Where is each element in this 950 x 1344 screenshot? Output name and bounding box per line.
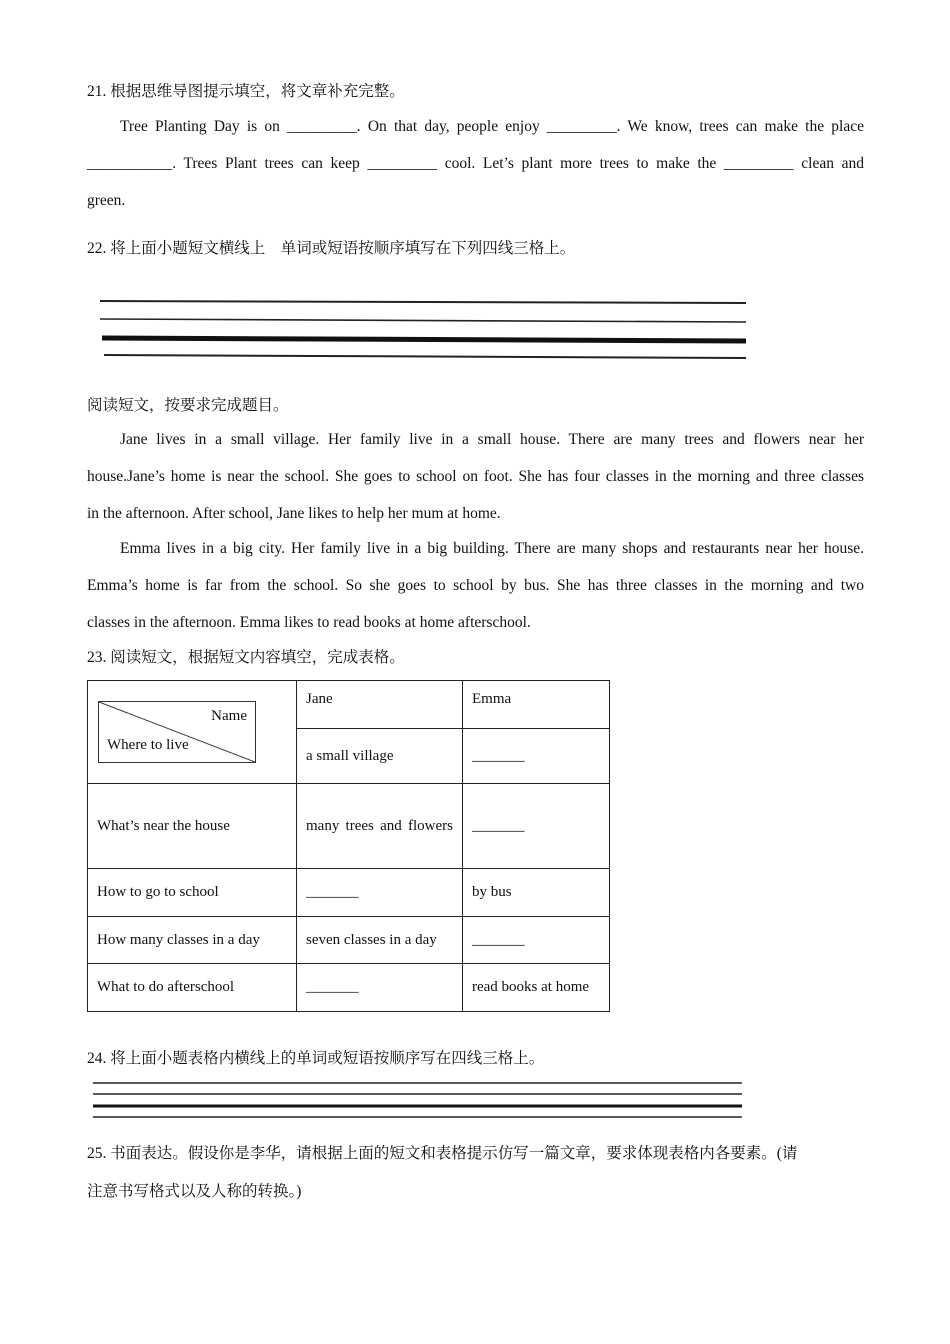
cell-jane-near-house: many trees and flowers [297, 784, 463, 869]
cell-emma-go-to-school: by bus [463, 869, 610, 917]
q25-line-2: 注意书写格式以及人称的转换。) [87, 1183, 302, 1200]
comparison-table [87, 680, 610, 1012]
row-label-afterschool: What to do afterschool [88, 964, 297, 1012]
q21-line-1: Tree Planting Day is on _________. On that day, people enjoy _________. We know, trees can make the place [120, 118, 864, 135]
cell-jane-classes: seven classes in a day [297, 917, 463, 964]
q21-line-2: ___________. Trees Plant trees can keep _________ cool. Let’s plant more trees to make the _________ clean and [87, 155, 864, 172]
reading-instruction: 阅读短文，按要求完成题目。 [87, 397, 289, 414]
row-label-classes: How many classes in a day [88, 917, 297, 964]
passage-1-line-3: in the afternoon. After school, Jane likes to help her mum at home. [87, 505, 501, 522]
cell-jane-go-to-school-blank: _______ [297, 869, 463, 917]
passage-1-line-1: Jane lives in a small village. Her family live in a small house. There are many trees and flowers near her [120, 431, 864, 448]
q22-title: 22. 将上面小题短文横线上 单词或短语按顺序填写在下列四线三格上。 [87, 240, 576, 257]
passage-2-line-1: Emma lives in a big city. Her family live in a big building. There are many shops and restaurants near her house. [120, 540, 864, 557]
cell-emma-where-blank: _______ [463, 729, 610, 784]
cell-emma-afterschool: read books at home [463, 964, 610, 1012]
header-name-label: Name [211, 708, 247, 724]
cell-emma-classes-blank: _______ [463, 917, 610, 964]
passage-2-line-3: classes in the afternoon. Emma likes to read books at home afterschool. [87, 614, 531, 631]
cell-jane-afterschool-blank: _______ [297, 964, 463, 1012]
q21-line-3: green. [87, 192, 126, 209]
table-diagonal-header [88, 681, 297, 784]
header-where-label: Where to live [107, 737, 189, 753]
four-line-grid-1 [98, 294, 748, 364]
q25-line-1: 25. 书面表达。假设你是李华，请根据上面的短文和表格提示仿写一篇文章，要求体现表格内各要素。(请 [87, 1145, 798, 1162]
q21-title: 21. 根据思维导图提示填空，将文章补充完整。 [87, 83, 405, 100]
cell-emma-near-house-blank: _______ [463, 784, 610, 869]
q23-title: 23. 阅读短文，根据短文内容填空，完成表格。 [87, 649, 405, 666]
header-jane: Jane [297, 681, 463, 729]
diagonal-header-box [98, 701, 256, 763]
header-emma: Emma [463, 681, 610, 729]
passage-1-line-2: house.Jane’s home is near the school. She goes to school on foot. She has four classes in the morning and three classes [87, 468, 864, 485]
row-label-near-house: What’s near the house [88, 784, 297, 869]
q24-title: 24. 将上面小题表格内横线上的单词或短语按顺序写在四线三格上。 [87, 1050, 545, 1067]
passage-2-line-2: Emma’s home is far from the school. So she goes to school by bus. She has three classes in the morning and two [87, 577, 864, 594]
cell-jane-where: a small village [297, 729, 463, 784]
row-label-go-to-school: How to go to school [88, 869, 297, 917]
four-line-grid-2 [92, 1078, 744, 1122]
